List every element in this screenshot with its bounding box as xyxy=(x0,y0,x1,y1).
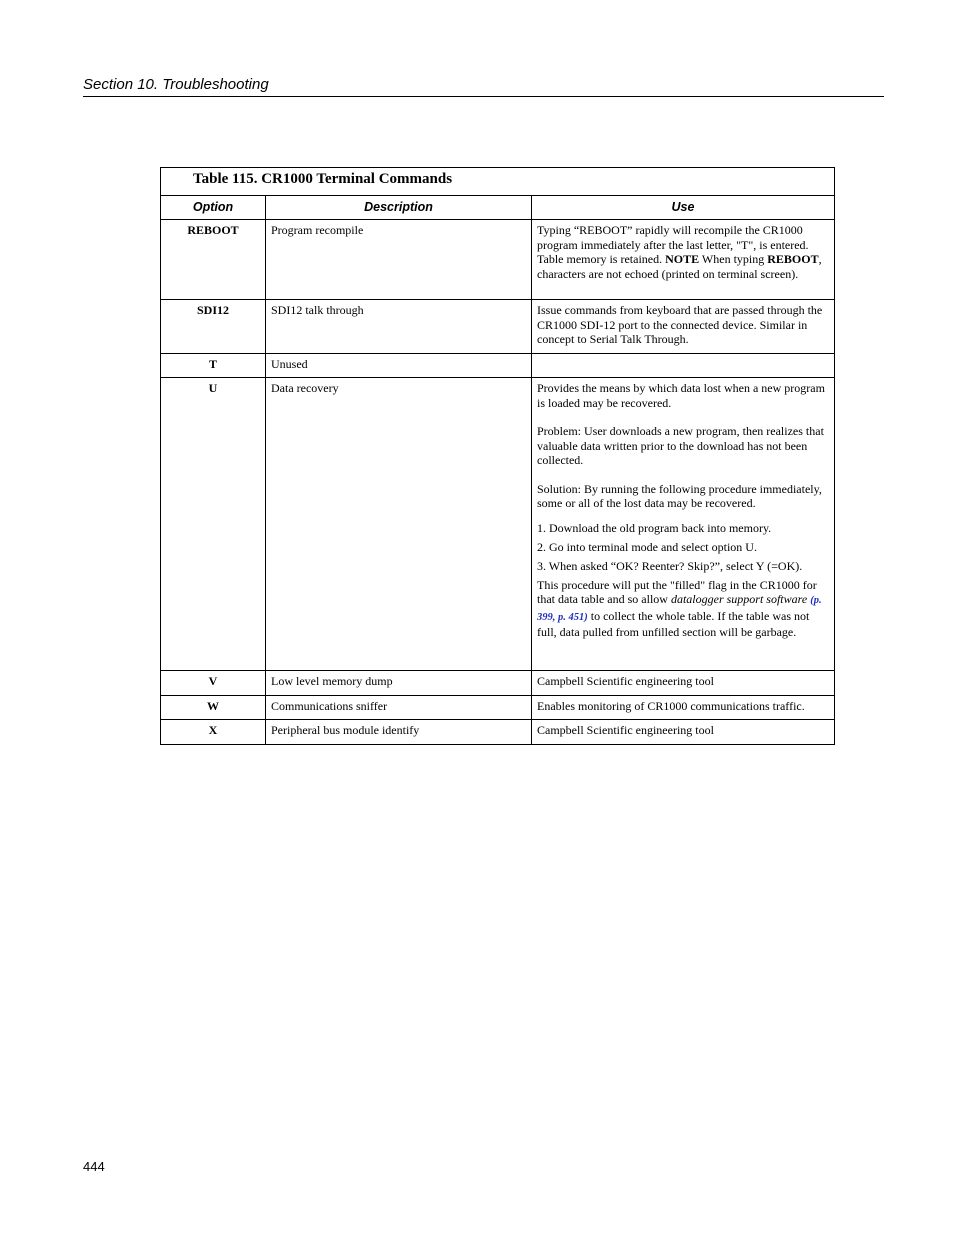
list-item: 1. Download the old program back into memory. xyxy=(537,520,772,535)
use-text: When typing xyxy=(699,252,768,266)
option-cell: V xyxy=(161,671,266,696)
list-item: 3. When asked “OK? Reenter? Skip?”, select Y (=OK). xyxy=(537,558,803,573)
reboot-keyword: REBOOT xyxy=(767,252,819,266)
note-label: NOTE xyxy=(665,252,700,266)
table-header-row xyxy=(161,196,835,220)
table-row-reboot xyxy=(161,220,835,300)
use-text: to collect the whole table. If the table was not full, data pulled from unfilled section will be garbage. xyxy=(537,608,810,639)
column-header-description: Description xyxy=(266,196,532,220)
option-cell: SDI12 xyxy=(161,300,266,354)
table-row-t xyxy=(161,353,835,378)
terminal-commands-table xyxy=(160,167,835,745)
use-cell: Campbell Scientific engineering tool xyxy=(532,720,835,745)
table-row-w xyxy=(161,695,835,720)
use-cell: Campbell Scientific engineering tool xyxy=(532,671,835,696)
description-cell: Peripheral bus module identify xyxy=(266,720,532,745)
use-text: , characters are not echoed (printed on terminal screen). xyxy=(537,252,822,281)
description-cell: Data recovery xyxy=(266,378,532,671)
option-cell: REBOOT xyxy=(161,220,266,300)
table-row-sdi12 xyxy=(161,300,835,354)
option-cell: T xyxy=(161,353,266,378)
page-reference-link[interactable]: (p. 399, p. 451) xyxy=(537,595,822,623)
description-cell: Communications sniffer xyxy=(266,695,532,720)
column-header-option: Option xyxy=(161,196,266,220)
option-cell: W xyxy=(161,695,266,720)
description-cell: Low level memory dump xyxy=(266,671,532,696)
use-paragraph xyxy=(537,578,829,640)
use-text: This procedure will put the "filled" flag in the CR1000 for that data table and so allow xyxy=(537,577,817,606)
table-row-x xyxy=(161,720,835,745)
section-header: Section 10. Troubleshooting xyxy=(83,76,884,97)
use-paragraph: Problem: User downloads a new program, then realizes that valuable data written prior to the download has not been collected. xyxy=(537,424,824,467)
use-cell: Enables monitoring of CR1000 communications traffic. xyxy=(532,695,835,720)
page-number: 444 xyxy=(83,1159,105,1174)
description-cell: Program recompile xyxy=(266,220,532,300)
option-cell: X xyxy=(161,720,266,745)
table-caption: Table 115. CR1000 Terminal Commands xyxy=(161,168,835,196)
use-text: Typing “REBOOT” rapidly will recompile the CR1000 program immediately after the last letter, "T", is entered. Table memory is retained. xyxy=(537,223,809,266)
software-term: datalogger support software xyxy=(670,592,808,606)
use-paragraph: Provides the means by which data lost when a new program is loaded may be recovered. xyxy=(537,381,825,410)
list-item: 2. Go into terminal mode and select option U. xyxy=(537,539,757,554)
table-row-v xyxy=(161,671,835,696)
use-cell: Issue commands from keyboard that are passed through the CR1000 SDI-12 port to the connected device. Similar in concept to Serial Talk Through. xyxy=(532,300,835,354)
use-cell xyxy=(532,220,835,300)
description-cell: SDI12 talk through xyxy=(266,300,532,354)
procedure-steps xyxy=(537,521,829,574)
option-cell: U xyxy=(161,378,266,671)
description-cell: Unused xyxy=(266,353,532,378)
use-paragraph: Solution: By running the following procedure immediately, some or all of the lost data may be recovered. xyxy=(537,481,822,510)
use-cell xyxy=(532,353,835,378)
column-header-use: Use xyxy=(532,196,835,220)
table-row-u xyxy=(161,378,835,671)
use-cell xyxy=(532,378,835,671)
